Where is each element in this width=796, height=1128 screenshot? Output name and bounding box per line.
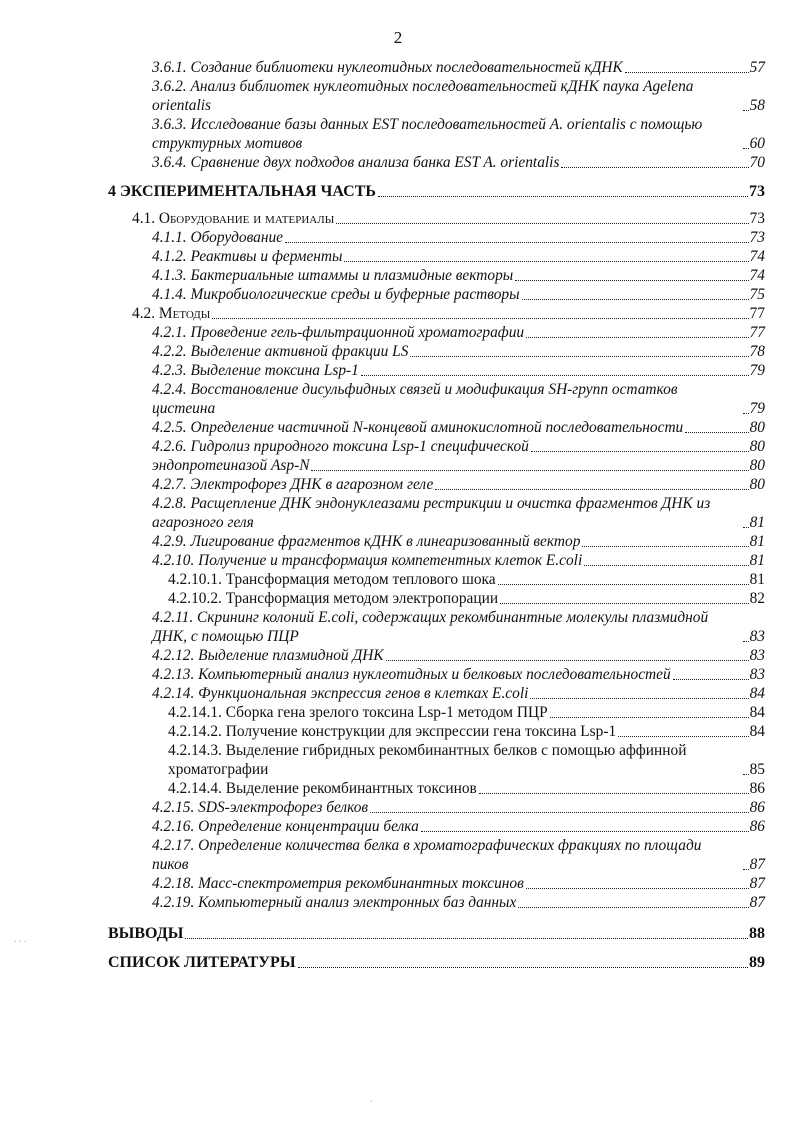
dot-leader — [435, 489, 748, 490]
toc-entry-title: 4.2.19. Компьютерный анализ электронных баз данных — [152, 894, 517, 911]
toc-subentry[interactable] — [108, 570, 765, 589]
toc-entry[interactable] — [108, 608, 765, 646]
dot-leader — [479, 793, 749, 794]
toc-entry-title: 4.2. Методы — [132, 305, 211, 322]
toc-entry[interactable] — [108, 361, 765, 380]
toc-entry-title: 4.1.4. Микробиологические среды и буферные растворы — [152, 286, 520, 303]
toc-entry-title: 4.2.14.1. Сборка гена зрелого токсина Lsp-1 методом ПЦР — [168, 704, 548, 721]
dot-leader — [618, 736, 748, 737]
toc-entry-page: 73 — [749, 210, 765, 227]
dot-leader — [500, 603, 749, 604]
toc-entry-title: 4.1.2. Реактивы и ферменты — [152, 248, 343, 265]
toc-entry-page: 80 — [749, 419, 765, 436]
dot-leader — [498, 584, 749, 585]
toc-entry[interactable] — [108, 893, 765, 912]
toc-entry-title: 4.1.1. Оборудование — [152, 229, 284, 246]
toc-entry-page: 87 — [749, 856, 765, 873]
toc-entry-page: 88 — [749, 925, 765, 942]
toc-entry-page: 77 — [749, 305, 765, 322]
dot-leader — [336, 223, 748, 224]
toc-entry-title: 4.2.16. Определение концентрации белка — [152, 818, 419, 835]
toc-entry[interactable] — [108, 228, 765, 247]
toc-entry-page: 58 — [749, 97, 765, 114]
toc-entry-page: 82 — [749, 590, 765, 607]
toc-entry-page: 80 — [749, 457, 765, 474]
toc-entry-title: 4.2.14.2. Получение конструкции для экспрессии гена токсина Lsp-1 — [168, 723, 617, 740]
toc-entry-title: 4.2.8. Расщепление ДНК эндонуклеазами рестрикции и очистка фрагментов ДНК из агарозного геля — [152, 495, 711, 531]
toc-entry-title: эндопротеиназой Asp-N — [152, 457, 310, 474]
toc-entry[interactable] — [108, 153, 765, 172]
dot-leader — [561, 167, 748, 168]
toc-entry-page: 89 — [749, 954, 765, 971]
toc-entry-page: 75 — [749, 286, 765, 303]
dot-leader — [743, 527, 749, 528]
toc-entry-page: 77 — [749, 324, 765, 341]
dot-leader — [361, 375, 749, 376]
toc-entry-title: 4.2.14.3. Выделение гибридных рекомбинантных белков с помощью аффинной хроматографии — [168, 742, 687, 778]
toc-entry-title: 3.6.4. Сравнение двух подходов анализа банка EST A. orientalis — [152, 154, 560, 171]
toc-entry-page: 74 — [749, 267, 765, 284]
dot-leader — [515, 280, 748, 281]
dot-leader — [522, 299, 749, 300]
toc-chapter[interactable] — [108, 182, 765, 201]
dot-leader — [526, 888, 749, 889]
toc-entry-page: 86 — [749, 780, 765, 797]
dot-leader — [531, 451, 749, 452]
toc-entry-page: 70 — [749, 154, 765, 171]
toc-entry[interactable] — [108, 684, 765, 703]
dot-leader — [584, 565, 748, 566]
toc-entry-title: 3.6.2. Анализ библиотек нуклеотидных последовательностей кДНК паука Agelena orientalis — [152, 78, 694, 114]
toc-entry-page: 86 — [749, 818, 765, 835]
toc-entry-page: 83 — [749, 647, 765, 664]
dot-leader — [685, 432, 748, 433]
dot-leader — [625, 72, 749, 73]
toc-entry-page: 79 — [749, 362, 765, 379]
toc-entry[interactable] — [108, 115, 765, 153]
toc-entry-title: 4.2.12. Выделение плазмидной ДНК — [152, 647, 384, 664]
toc-entry[interactable] — [108, 437, 765, 456]
toc-entry-title: 4.2.11. Скрининг колоний E.coli, содержащих рекомбинантные молекулы плазмидной ДНК, с помощью ПЦР — [152, 609, 709, 645]
toc-subentry[interactable] — [108, 741, 765, 779]
toc-entry-title: 3.6.1. Создание библиотеки нуклеотидных последовательностей кДНК — [152, 59, 623, 76]
toc-entry-page: 57 — [749, 59, 765, 76]
dot-leader — [743, 110, 749, 111]
dot-leader — [370, 812, 748, 813]
dot-leader — [743, 413, 749, 414]
toc-entry-title: 4.2.10. Получение и трансформация компетентных клеток E.coli — [152, 552, 583, 569]
toc-section[interactable] — [108, 209, 765, 228]
toc-subentry[interactable] — [108, 589, 765, 608]
toc-entry-title: 4.2.7. Электрофорез ДНК в агарозном геле — [152, 476, 434, 493]
dot-leader — [743, 869, 749, 870]
dot-leader — [550, 717, 749, 718]
dot-leader — [185, 938, 748, 939]
dot-leader — [311, 470, 748, 471]
dot-leader — [386, 660, 749, 661]
toc-subentry[interactable] — [108, 703, 765, 722]
toc-entry-page: 81 — [749, 533, 765, 550]
scan-speck: . . . — [14, 934, 27, 945]
toc-section[interactable] — [108, 304, 765, 323]
toc-entry-title: 4.2.13. Компьютерный анализ нуклеотидных и белковых последовательностей — [152, 666, 671, 683]
toc-entry-page: 81 — [749, 552, 765, 569]
toc-entry-page: 73 — [749, 229, 765, 246]
toc-entry-title: 4.2.17. Определение количества белка в хроматографических фракциях по площади пиков — [152, 837, 702, 873]
toc-entry-page: 84 — [749, 723, 765, 740]
toc-entry[interactable] — [108, 494, 765, 532]
toc-entry-title: 4.2.6. Гидролиз природного токсина Lsp-1 специфической — [152, 438, 529, 455]
scan-speck: . — [370, 1094, 373, 1105]
dot-leader — [212, 318, 748, 319]
toc-entry[interactable] — [108, 532, 765, 551]
toc-entry[interactable] — [108, 285, 765, 304]
toc-entry-title: ВЫВОДЫ — [108, 925, 184, 942]
toc-subentry[interactable] — [108, 779, 765, 798]
page-number: 2 — [393, 28, 403, 47]
toc-entry-title: 4.2.14. Функциональная экспрессия генов в клетках E.coli — [152, 685, 529, 702]
toc-entry-title: 4.2.10.1. Трансформация методом теплового шока — [168, 571, 496, 588]
dot-leader — [582, 546, 748, 547]
toc-entry-page: 87 — [749, 894, 765, 911]
toc-entry[interactable] — [108, 874, 765, 893]
toc-entry-page: 85 — [749, 761, 765, 778]
toc-entry[interactable] — [108, 646, 765, 665]
toc-entry-page: 73 — [749, 183, 765, 200]
toc-entry-title: 4.2.14.4. Выделение рекомбинантных токсинов — [168, 780, 477, 797]
toc-entry[interactable] — [108, 247, 765, 266]
toc-entry-title: 4.2.4. Восстановление дисульфидных связей и модификация SH-групп остатков цистеина — [152, 381, 678, 417]
toc-entry-title: 4.2.15. SDS-электрофорез белков — [152, 799, 369, 816]
toc-entry-page: 78 — [749, 343, 765, 360]
toc-entry-title: 3.6.3. Исследование базы данных EST последовательностей A. orientalis с помощью структурных мотивов — [152, 116, 703, 152]
toc-entry-page: 80 — [749, 438, 765, 455]
toc-entry-title: 4.2.9. Лигирование фрагментов кДНК в линеаризованный вектор — [152, 533, 581, 550]
toc-entry-title: 4.2.2. Выделение активной фракции LS — [152, 343, 409, 360]
dot-leader — [673, 679, 749, 680]
toc-entry-page: 87 — [749, 875, 765, 892]
toc-entry-page: 84 — [749, 685, 765, 702]
toc-entry-title: 4.2.18. Масс-спектрометрия рекомбинантных токсинов — [152, 875, 524, 892]
toc-entry[interactable] — [108, 551, 765, 570]
dot-leader — [743, 641, 749, 642]
toc-entry[interactable] — [108, 456, 765, 475]
dot-leader — [421, 831, 749, 832]
toc-entry[interactable] — [108, 323, 765, 342]
table-of-contents — [108, 58, 765, 980]
dot-leader — [344, 261, 748, 262]
toc-entry[interactable] — [108, 418, 765, 437]
toc-entry[interactable] — [108, 798, 765, 817]
toc-entry-title: СПИСОК ЛИТЕРАТУРЫ — [108, 954, 296, 971]
toc-entry-page: 80 — [749, 476, 765, 493]
toc-entry-page: 74 — [749, 248, 765, 265]
toc-subentry[interactable] — [108, 722, 765, 741]
toc-entry[interactable] — [108, 58, 765, 77]
toc-entry-title: 4.2.10.2. Трансформация методом электропорации — [168, 590, 499, 607]
toc-entry-page: 84 — [749, 704, 765, 721]
toc-entry-page: 86 — [749, 799, 765, 816]
toc-entry-page: 83 — [749, 666, 765, 683]
toc-entry-title: 4.2.3. Выделение токсина Lsp-1 — [152, 362, 359, 379]
toc-entry-page: 79 — [749, 400, 765, 417]
dot-leader — [518, 907, 748, 908]
toc-entry[interactable] — [108, 665, 765, 684]
toc-entry[interactable] — [108, 836, 765, 874]
dot-leader — [743, 774, 749, 775]
toc-entry[interactable] — [108, 342, 765, 361]
dot-leader — [530, 698, 748, 699]
dot-leader — [298, 967, 748, 968]
toc-chapter[interactable] — [108, 924, 765, 943]
toc-entry-title: 4.1. Оборудование и материалы — [132, 210, 335, 227]
toc-entry[interactable] — [108, 817, 765, 836]
dot-leader — [743, 148, 749, 149]
toc-entry-page: 60 — [749, 135, 765, 152]
toc-entry-page: 81 — [749, 514, 765, 531]
dot-leader — [378, 196, 748, 197]
toc-entry-title: 4 ЭКСПЕРИМЕНТАЛЬНАЯ ЧАСТЬ — [108, 183, 376, 200]
toc-entry-page: 81 — [749, 571, 765, 588]
toc-entry[interactable] — [108, 475, 765, 494]
dot-leader — [410, 356, 748, 357]
toc-entry[interactable] — [108, 380, 765, 418]
toc-entry-title: 4.1.3. Бактериальные штаммы и плазмидные векторы — [152, 267, 514, 284]
toc-entry[interactable] — [108, 77, 765, 115]
dot-leader — [285, 242, 749, 243]
toc-entry-title: 4.2.5. Определение частичной N-концевой аминокислотной последовательности — [152, 419, 684, 436]
toc-entry-page: 83 — [749, 628, 765, 645]
toc-entry-title: 4.2.1. Проведение гель-фильтрационной хроматографии — [152, 324, 525, 341]
toc-entry[interactable] — [108, 266, 765, 285]
toc-chapter[interactable] — [108, 953, 765, 972]
dot-leader — [526, 337, 748, 338]
